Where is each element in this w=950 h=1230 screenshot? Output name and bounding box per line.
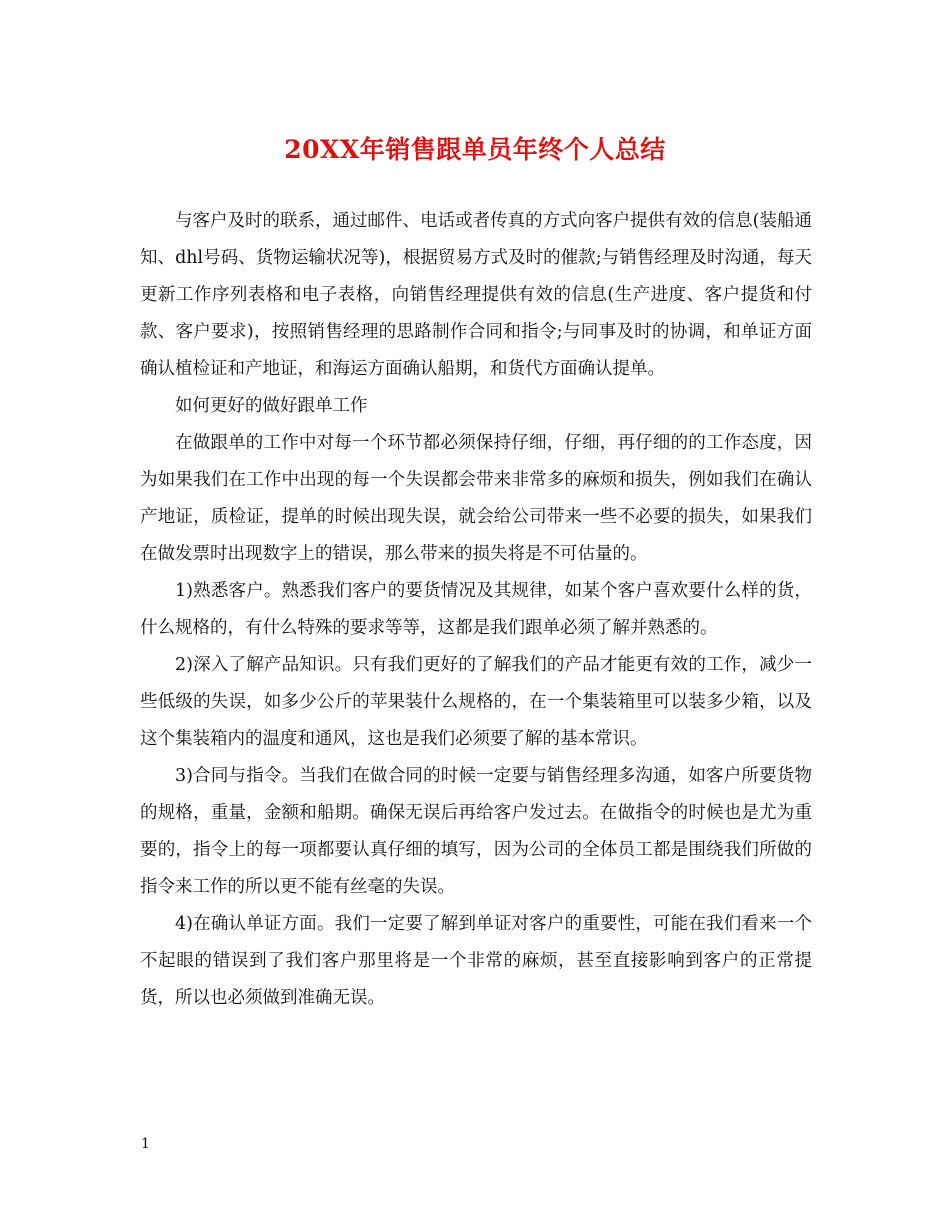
document-body (140, 203, 812, 1017)
paragraph-point-1: 1)熟悉客户。熟悉我们客户的要货情况及其规律，如某个客户喜欢要什么样的货，什么规格的，有什么特殊的要求等等，这都是我们跟单必须了解并熟悉的。 (140, 581, 812, 638)
page-number: 1 (141, 1136, 150, 1152)
paragraph-attitude: 在做跟单的工作中对每一个环节都必须保持仔细，仔细，再仔细的的工作态度，因为如果我们在工作中出现的每一个失误都会带来非常多的麻烦和损失，例如我们在确认产地证，质检证，提单的时候出现失误，就会给公司带来一些不必要的损失，如果我们在做发票时出现数字上的错误，那么带来的损失将是不可估量的。 (140, 433, 812, 564)
paragraph-point-2: 2)深入了解产品知识。只有我们更好的了解我们的产品才能更有效的工作，减少一些低级的失误，如多少公斤的苹果装什么规格的，在一个集装箱里可以装多少箱，以及这个集装箱内的温度和通风，这也是我们必须要了解的基本常识。 (140, 655, 812, 749)
document-title: 20XX年销售跟单员年终个人总结 (284, 135, 666, 164)
paragraph-point-4: 4)在确认单证方面。我们一定要了解到单证对客户的重要性，可能在我们看来一个不起眼的错误到了我们客户那里将是一个非常的麻烦，甚至直接影响到客户的正常提货，所以也必须做到准确无误。 (140, 914, 812, 1008)
paragraph-point-3: 3)合同与指令。当我们在做合同的时候一定要与销售经理多沟通，如客户所要货物的规格，重量，金额和船期。确保无误后再给客户发过去。在做指令的时候也是尤为重要的，指令上的每一项都要认真仔细的填写，因为公司的全体员工都是围绕我们所做的指令来工作的所以更不能有丝毫的失误。 (140, 766, 812, 897)
section-heading: 如何更好的做好跟单工作 (175, 396, 368, 416)
paragraph-intro: 与客户及时的联系，通过邮件、电话或者传真的方式向客户提供有效的信息(装船通知、dhl号码、货物运输状况等)，根据贸易方式及时的催款;与销售经理及时沟通，每天更新工作序列表格和电子表格，向销售经理提供有效的信息(生产进度、客户提货和付款、客户要求)，按照销售经理的思路制作合同和指令;与同事及时的协调，和单证方面确认植检证和产地证，和海运方面确认船期，和货代方面确认提单。 (140, 211, 812, 379)
